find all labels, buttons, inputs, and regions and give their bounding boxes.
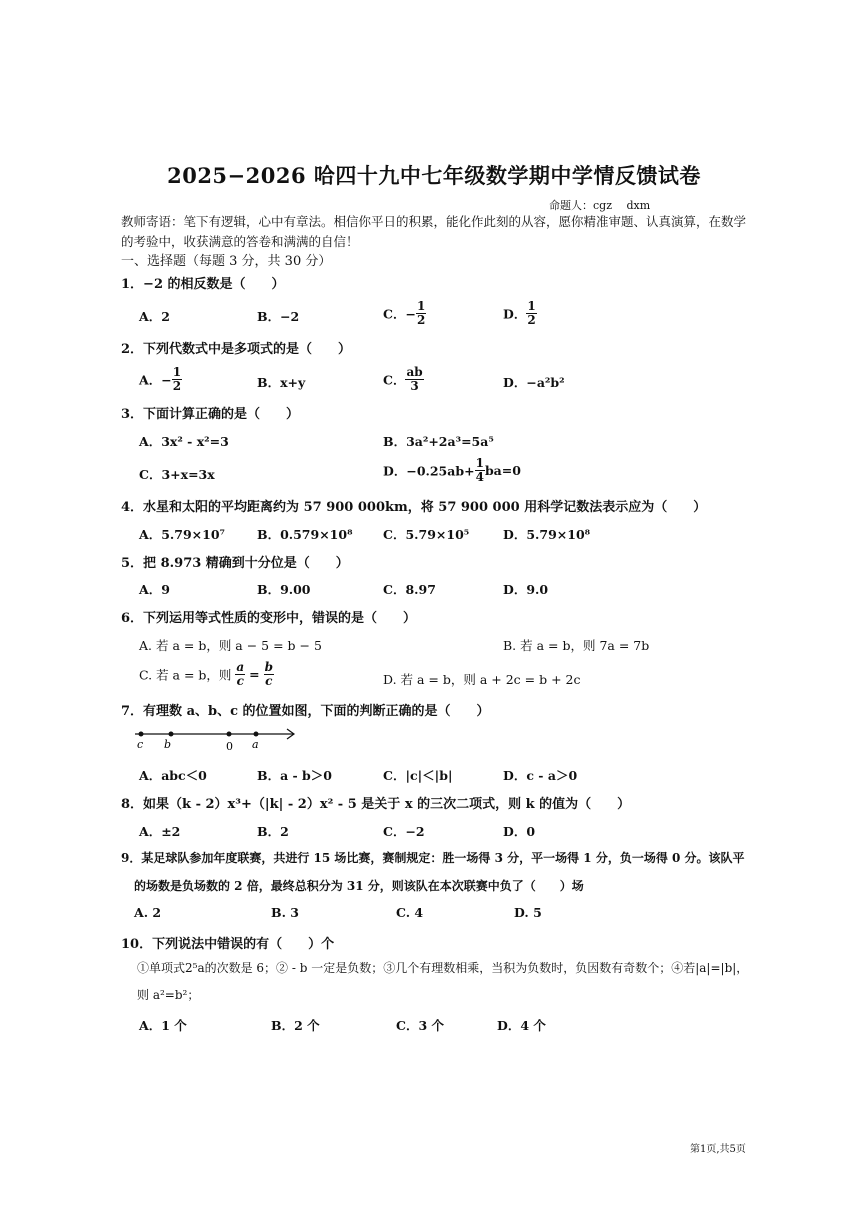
label-c: c [137,738,144,751]
point-c [139,732,144,737]
q10-statements: ①单项式2⁵a的次数是 6；② - b 一定是负数；③几个有理数相乘，当积为负数时，负因数有奇数个；④若|a|=|b|，则 a²=b²； [137,961,749,1002]
q9-option-d: D. 5 [514,905,542,920]
q2-option-d: D．−a²b² [503,375,565,390]
q1-stem: 1．−2 的相反数是（ ） [121,277,285,292]
q10-option-a: A．1 个 [139,1018,187,1033]
q5-stem: 5．把 8.973 精确到十分位是（ ） [121,556,349,571]
label-zero: 0 [226,740,233,753]
label-b: b [164,738,172,751]
q2-option-a: A．− $\frac{1}{2}$ [139,365,182,393]
q6-option-c: C. 若 a = b，则 $\frac{a}{c}$ = $\frac{b}{c}$ [139,660,274,688]
q9-option-c: C. 4 [396,905,424,920]
q7-option-b: B．a - b＞0 [257,768,332,783]
point-a [254,732,259,737]
q6-option-b: B. 若 a = b，则 7a = 7b [503,638,650,653]
q4-option-b: B．0.579×10⁸ [257,527,353,542]
q8-option-b: B．2 [257,824,289,839]
q5-option-a: A．9 [139,582,170,597]
q4-option-d: D．5.79×10⁸ [503,527,591,542]
q8-option-a: A．±2 [139,824,181,839]
q3-option-a: A．3x² - x²=3 [139,434,229,449]
q3-option-b: B．3a²+2a³=5a⁵ [383,434,494,449]
q4-stem: 4．水星和太阳的平均距离约为 57 900 000km，将 57 900 000 用科学记数法表示应为（ ） [121,500,707,515]
q8-stem: 8．如果（k - 2）x³+（|k| - 2）x² - 5 是关于 x 的三次二项式，则 k 的值为（ ） [121,797,631,812]
page-number: 第1页,共5页 [690,1144,746,1155]
q10-option-c: C．3 个 [396,1018,444,1033]
q9-stem-line2: 的场数是负场数的 2 倍，最终总积分为 31 分，则该队在本次联赛中负了（ ）场 [134,879,584,893]
q2-option-b: B．x+y [257,375,306,390]
author-line: 命题人：cgz dxm [549,199,651,212]
q2-stem: 2．下列代数式中是多项式的是（ ） [121,342,352,357]
q3-stem: 3．下面计算正确的是（ ） [121,407,300,422]
q6-option-d: D. 若 a = b，则 a + 2c = b + 2c [383,672,581,687]
q7-option-d: D．c - a＞0 [503,768,578,783]
q1-option-a: A．2 [139,309,170,324]
q9-stem-line1: 9．某足球队参加年度联赛，共进行 15 场比赛，赛制规定：胜一场得 3 分，平一场得 1 分，负一场得 0 分。该队平 [121,851,745,865]
q3-option-d: D．−0.25ab+ $\frac{1}{4}$ ba=0 [383,456,521,484]
q7-option-a: A．abc＜0 [139,768,207,783]
q1-option-c: C．− $\frac{1}{2}$ [383,299,426,327]
q8-option-d: D．0 [503,824,536,839]
point-b [169,732,174,737]
q10-option-d: D．4 个 [497,1018,546,1033]
section-heading: 一、选择题（每题 3 分，共 30 分） [121,254,332,269]
q7-stem: 7．有理数 a、b、c 的位置如图，下面的判断正确的是（ ） [121,704,490,719]
q4-option-a: A．5.79×10⁷ [139,527,225,542]
q7-option-c: C．|c|＜|b| [383,768,453,783]
q9-option-a: A. 2 [134,905,162,920]
number-line-figure [133,724,303,754]
q10-option-b: B．2 个 [271,1018,320,1033]
q9-option-b: B. 3 [271,905,299,920]
q8-option-c: C．−2 [383,824,425,839]
q1-option-b: B．−2 [257,309,300,324]
q1-option-d: D． $\frac{1}{2}$ [503,299,536,327]
q5-option-c: C．8.97 [383,582,436,597]
q6-option-a: A. 若 a = b，则 a − 5 = b − 5 [139,638,322,653]
teacher-message: 教师寄语：笔下有逻辑，心中有章法。相信你平日的积累，能化作此刻的从容，愿你精准审题、认真演算，在数学的考验中，收获满意的答卷和满满的自信！ [121,214,747,249]
q5-option-b: B．9.00 [257,582,311,597]
q10-stem: 10．下列说法中错误的有（ ）个 [121,937,335,952]
q3-option-c: C．3+x=3x [139,467,215,482]
point-zero [227,732,232,737]
label-a: a [252,738,259,751]
exam-title: 2025−2026 哈四十九中七年级数学期中学情反馈试卷 [167,163,701,188]
q5-option-d: D．9.0 [503,582,549,597]
q2-option-c: C． $\frac{ab}{3}$ [383,365,423,393]
q6-stem: 6．下列运用等式性质的变形中，错误的是（ ） [121,611,417,626]
q4-option-c: C．5.79×10⁵ [383,527,470,542]
